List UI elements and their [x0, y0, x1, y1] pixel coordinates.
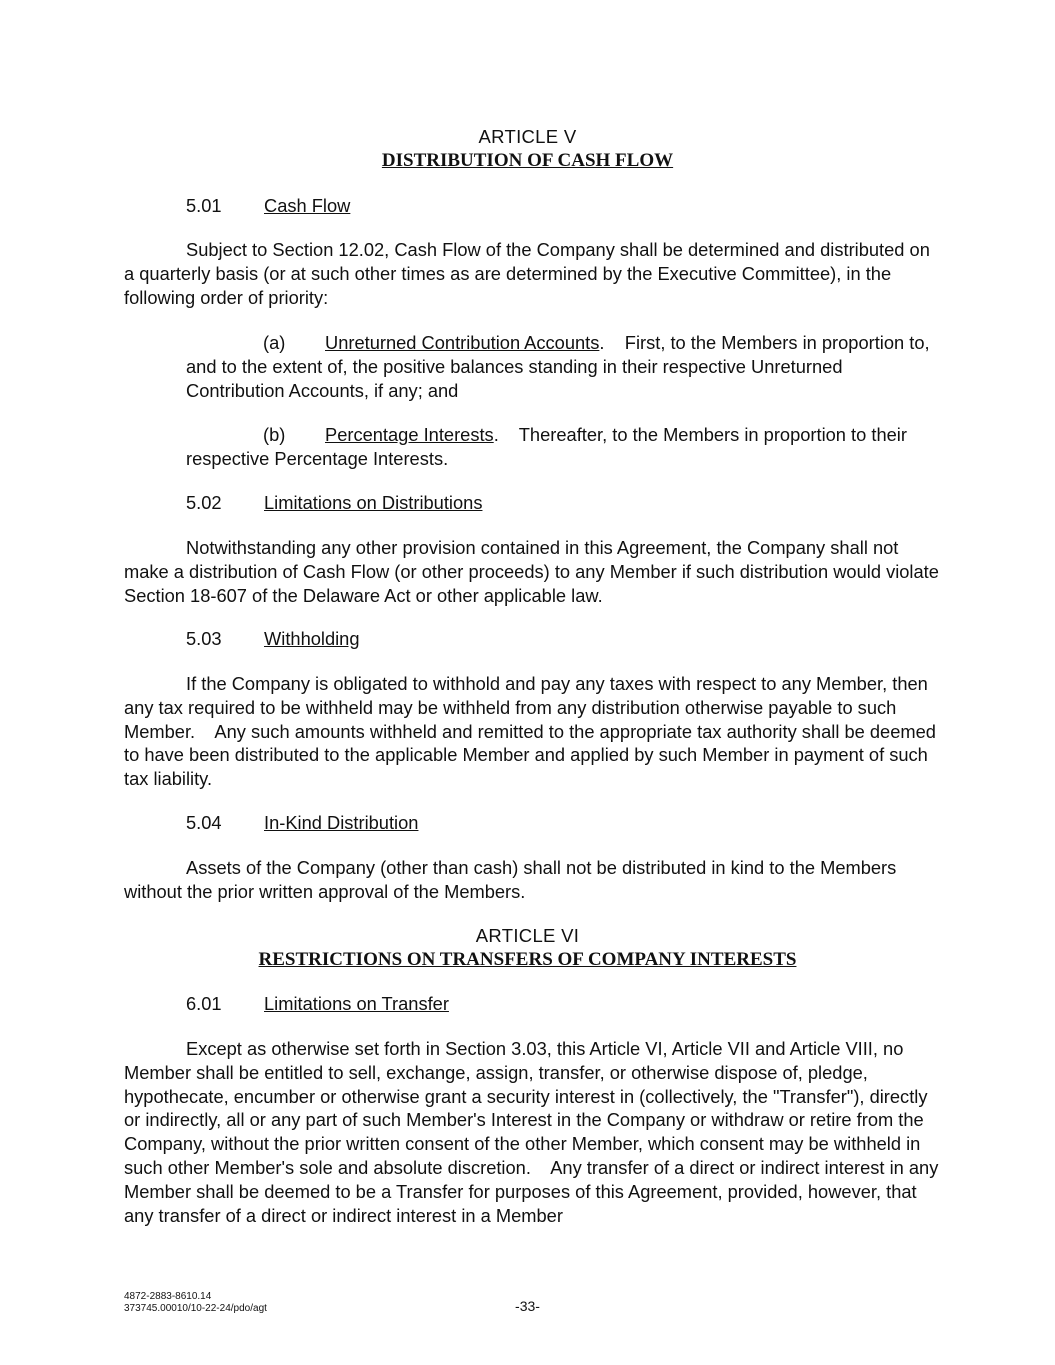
footer-matter: 373745.00010/10-22-24/pdo/agt [124, 1303, 267, 1314]
section-5-01-clause-a [186, 331, 935, 402]
section-title: In-Kind Distribution [264, 812, 419, 833]
page-number: -33- [515, 1298, 540, 1314]
section-title: Cash Flow [264, 195, 351, 216]
clause-text: . First, to the Members in proportion to, and to the extent of, the positive balances standing in their respective Unreturned Contribution Accounts, if any; and [186, 332, 935, 401]
section-6-01-body: Except as otherwise set forth in Section 3.03, this Article VI, Article VII and Article VIII, no Member shall be entitled to sell, exchange, assign, transfer, or otherwise dispose of, pledge, hypothecate, encumber or otherwise grant a security interest in (collectively, the "Transfer"), directly or indirectly, all or any part of such Member's Interest in the Company or withdraw or retire from the Company, without the prior written consent of the other Member, which consent may be withheld in such other Member's sole and absolute discretion. Any transfer of a direct or indirect interest in any Member shall be deemed to be a Transfer for purposes of this Agreement, provided, however, that any transfer of a direct or indirect interest in a Member [124, 1038, 944, 1226]
section-6-01-heading [186, 992, 449, 1016]
section-5-04-body: Assets of the Company (other than cash) shall not be distributed in kind to the Members without the prior written approval of the Members. [124, 857, 897, 902]
section-number: 5.04 [186, 812, 222, 833]
section-number: 5.03 [186, 628, 222, 649]
clause-title: Percentage Interests [325, 424, 494, 445]
section-title: Limitations on Transfer [264, 993, 449, 1014]
section-title: Limitations on Distributions [264, 492, 483, 513]
clause-letter: (a) [263, 332, 286, 353]
article-6-heading: RESTRICTIONS ON TRANSFERS OF COMPANY INTERESTS [258, 949, 797, 970]
section-5-02-body: Notwithstanding any other provision contained in this Agreement, the Company shall not make a distribution of Cash Flow (or other proceeds) to any Member if such distribution would violate Section 18-607 of the Delaware Act or other applicable law. [124, 537, 939, 606]
section-5-01-heading [186, 194, 350, 218]
article-6-label: ARTICLE VI [475, 925, 580, 946]
section-number: 5.02 [186, 492, 222, 513]
section-title: Withholding [264, 628, 360, 649]
section-5-03-body: If the Company is obligated to withhold and pay any taxes with respect to any Member, then any tax required to be withheld may be withheld from any distribution otherwise payable to such Member. Any such amounts withheld and remitted to the appropriate tax authority shall be deemed to have been distributed to the applicable Member and applied by such Member in payment of such tax liability. [124, 673, 942, 790]
section-number: 6.01 [186, 993, 222, 1014]
article-5-heading: DISTRIBUTION OF CASH FLOW [381, 150, 674, 171]
section-5-01-body: Subject to Section 12.02, Cash Flow of the Company shall be determined and distributed on a quarterly basis (or at such other times as are determined by the Executive Committee), in the following order of priority: [124, 239, 930, 308]
footer-doc-id: 4872-2883-8610.14 [124, 1291, 212, 1302]
section-5-03-heading [186, 627, 360, 651]
clause-text: . Thereafter, to the Members in proportion to their respective Percentage Interests. [186, 424, 913, 469]
section-number: 5.01 [186, 195, 222, 216]
section-5-04-heading [186, 811, 418, 835]
article-5-label: ARTICLE V [478, 126, 577, 147]
section-5-02-heading [186, 491, 482, 515]
section-5-01-clause-b [186, 423, 931, 471]
clause-title: Unreturned Contribution Accounts [325, 332, 600, 353]
clause-letter: (b) [263, 424, 286, 445]
